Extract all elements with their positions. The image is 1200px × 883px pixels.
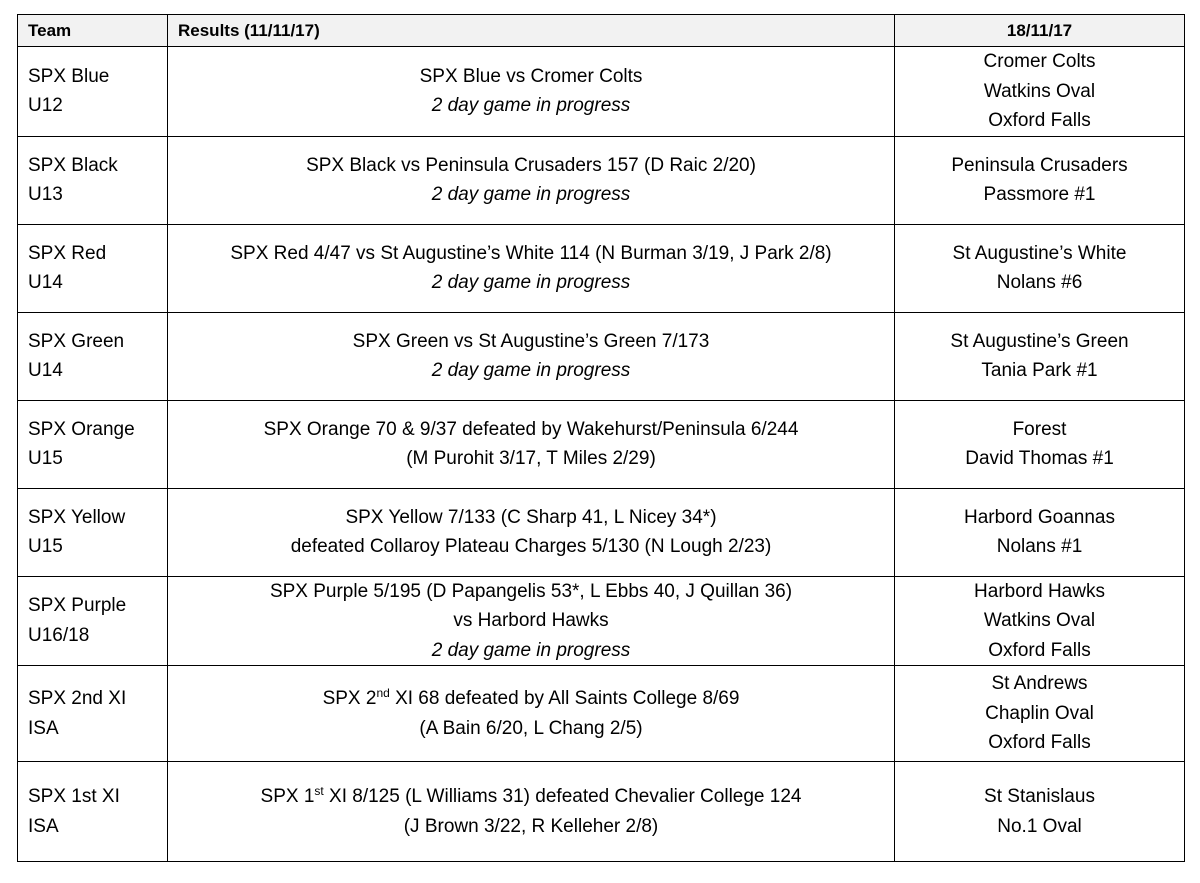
team-age: U12 bbox=[28, 95, 63, 117]
table-row bbox=[18, 762, 1185, 862]
table-row bbox=[18, 224, 1185, 312]
team-age: U14 bbox=[28, 272, 63, 293]
header-team: Team bbox=[18, 15, 168, 47]
venue: Nolans #6 bbox=[996, 272, 1083, 293]
result-text: XI 8/125 (L Williams 31) defeated Chevalier College 124 bbox=[323, 786, 802, 807]
result-status: 2 day game in progress bbox=[431, 272, 631, 293]
team-cell bbox=[18, 47, 168, 137]
result-line: SPX Black vs Peninsula Crusaders 157 (D Raic 2/20) bbox=[306, 154, 756, 176]
venue: Watkins Oval bbox=[983, 80, 1096, 102]
result-line: (J Brown 3/22, R Kelleher 2/8) bbox=[403, 815, 659, 837]
result-cell bbox=[168, 576, 895, 666]
opponent: St Andrews bbox=[991, 673, 1088, 695]
result-cell bbox=[168, 136, 895, 224]
result-line: (A Bain 6/20, L Chang 2/5) bbox=[419, 717, 643, 739]
next-fixture-cell bbox=[895, 576, 1185, 666]
team-cell bbox=[18, 400, 168, 488]
opponent: Forest bbox=[1012, 418, 1067, 440]
team-name: SPX 2nd XI bbox=[28, 688, 127, 709]
team-name: SPX Orange bbox=[28, 418, 135, 440]
result-line: SPX Yellow 7/133 (C Sharp 41, L Nicey 34*) bbox=[345, 506, 717, 528]
next-fixture-cell bbox=[895, 47, 1185, 137]
table-row bbox=[18, 312, 1185, 400]
team-cell bbox=[18, 136, 168, 224]
venue: David Thomas #1 bbox=[965, 448, 1114, 469]
opponent: St Augustine’s White bbox=[952, 242, 1127, 264]
opponent: Harbord Goannas bbox=[963, 506, 1116, 528]
result-text: XI 68 defeated by All Saints College 8/69 bbox=[389, 688, 740, 709]
team-age: U16/18 bbox=[28, 624, 90, 646]
result-line: (M Purohit 3/17, T Miles 2/29) bbox=[406, 448, 656, 469]
result-line: defeated Collaroy Plateau Charges 5/130 (N Lough 2/23) bbox=[290, 536, 772, 557]
venue-area: Oxford Falls bbox=[988, 639, 1091, 661]
table-row bbox=[18, 400, 1185, 488]
next-fixture-cell bbox=[895, 488, 1185, 576]
opponent: St Augustine’s Green bbox=[950, 330, 1129, 352]
result-status: 2 day game in progress bbox=[431, 360, 631, 381]
next-fixture-cell bbox=[895, 224, 1185, 312]
venue-area: Oxford Falls bbox=[988, 732, 1091, 754]
team-cell bbox=[18, 576, 168, 666]
team-name: SPX Black bbox=[28, 154, 118, 176]
team-name: SPX Blue bbox=[28, 65, 110, 87]
result-line: SPX Blue vs Cromer Colts bbox=[419, 65, 643, 87]
team-name: SPX 1st XI bbox=[28, 786, 120, 807]
team-name: SPX Purple bbox=[28, 595, 127, 617]
result-cell bbox=[168, 47, 895, 137]
next-fixture-cell bbox=[895, 136, 1185, 224]
ordinal-suffix: st bbox=[314, 784, 324, 798]
result-cell bbox=[168, 666, 895, 762]
table-row bbox=[18, 488, 1185, 576]
result-line bbox=[168, 684, 894, 714]
opponent: Peninsula Crusaders bbox=[951, 154, 1128, 176]
header-results: Results (11/11/17) bbox=[168, 15, 895, 47]
opponent: Harbord Hawks bbox=[974, 580, 1105, 602]
table-row bbox=[18, 47, 1185, 137]
team-age: U15 bbox=[28, 448, 63, 469]
team-age: U15 bbox=[28, 536, 63, 557]
venue: Passmore #1 bbox=[983, 184, 1096, 205]
result-cell bbox=[168, 312, 895, 400]
team-cell bbox=[18, 488, 168, 576]
venue: Chaplin Oval bbox=[985, 702, 1094, 724]
result-line: SPX Green vs St Augustine’s Green 7/173 bbox=[352, 330, 710, 352]
result-status: 2 day game in progress bbox=[431, 184, 631, 205]
team-name: SPX Red bbox=[28, 242, 107, 264]
table-row bbox=[18, 666, 1185, 762]
venue: Tania Park #1 bbox=[981, 360, 1098, 381]
venue: Watkins Oval bbox=[983, 610, 1096, 631]
next-fixture-cell bbox=[895, 666, 1185, 762]
opponent: Cromer Colts bbox=[983, 51, 1096, 72]
result-text: SPX 2 bbox=[322, 688, 377, 709]
result-text: SPX 1 bbox=[260, 786, 315, 807]
result-cell bbox=[168, 224, 895, 312]
results-table bbox=[17, 14, 1185, 862]
team-cell bbox=[18, 666, 168, 762]
header-next-date: 18/11/17 bbox=[895, 15, 1185, 47]
result-line: SPX Red 4/47 vs St Augustine’s White 114 (N Burman 3/19, J Park 2/8) bbox=[230, 242, 832, 264]
team-cell bbox=[18, 762, 168, 862]
result-line: SPX Orange 70 & 9/37 defeated by Wakehurst/Peninsula 6/244 bbox=[263, 418, 799, 440]
table-row bbox=[18, 576, 1185, 666]
result-line: vs Harbord Hawks bbox=[453, 610, 609, 631]
team-cell bbox=[18, 224, 168, 312]
team-age: ISA bbox=[28, 717, 59, 739]
result-status: 2 day game in progress bbox=[431, 95, 631, 117]
result-cell bbox=[168, 488, 895, 576]
venue: Nolans #1 bbox=[996, 536, 1083, 557]
header-row bbox=[18, 15, 1185, 47]
result-line: SPX Purple 5/195 (D Papangelis 53*, L Ebbs 40, J Quillan 36) bbox=[269, 580, 793, 602]
next-fixture-cell bbox=[895, 762, 1185, 862]
result-cell bbox=[168, 400, 895, 488]
ordinal-suffix: nd bbox=[376, 686, 390, 700]
table-row bbox=[18, 136, 1185, 224]
next-fixture-cell bbox=[895, 400, 1185, 488]
team-cell bbox=[18, 312, 168, 400]
team-age: ISA bbox=[28, 815, 59, 837]
team-name: SPX Green bbox=[28, 330, 125, 352]
venue: No.1 Oval bbox=[997, 815, 1082, 837]
team-name: SPX Yellow bbox=[28, 506, 126, 528]
venue-area: Oxford Falls bbox=[988, 110, 1091, 131]
team-age: U14 bbox=[28, 360, 63, 381]
result-line bbox=[168, 782, 894, 812]
result-cell bbox=[168, 762, 895, 862]
result-status: 2 day game in progress bbox=[431, 639, 631, 661]
opponent: St Stanislaus bbox=[984, 786, 1095, 807]
next-fixture-cell bbox=[895, 312, 1185, 400]
team-age: U13 bbox=[28, 184, 63, 205]
